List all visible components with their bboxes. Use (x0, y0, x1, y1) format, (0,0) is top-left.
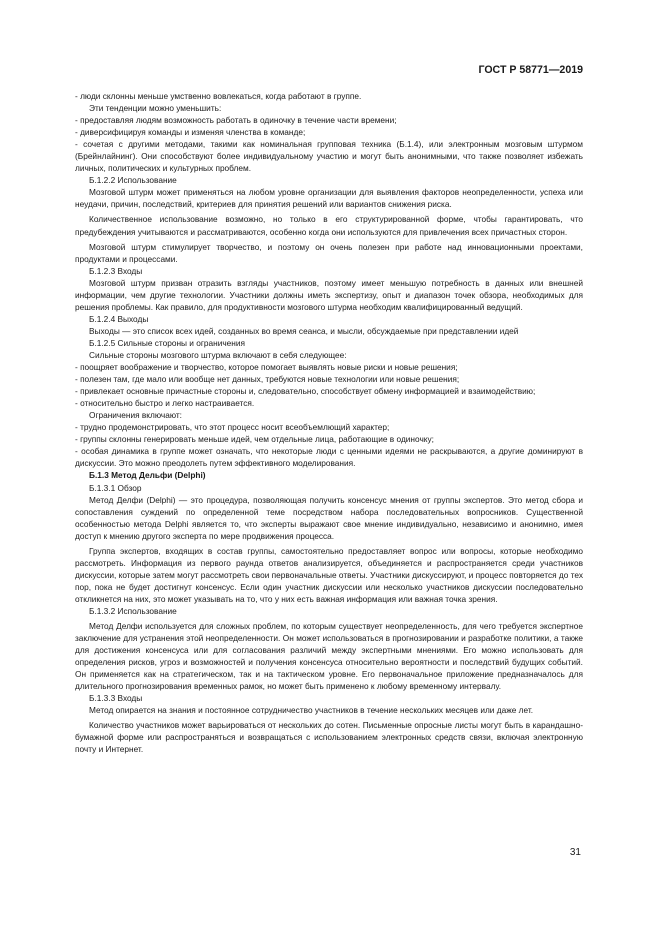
paragraph: - привлекает основные причастные стороны и, следовательно, способствует обмену информацией и взаимодействию; (75, 386, 536, 397)
section-heading: Б.1.2.5 Сильные стороны и ограничения (89, 337, 245, 348)
paragraph: Метод Делфи используется для сложных проблем, по которым существует неопределенность, для чего требуется экспертное заключение для устранения этой неопределенности. Он может использоваться в прогнозировании и разработке политики, а также для достижения консенсуса или для согласования различий между экспертными мнениями. Его можно использовать для определения рисков, угроз и возможностей и получения консенсуса относительно вероятности и последствий будущих событий. Он применяется как на стратегическом, так и на тактическом уровне. Его первоначальное приложение предназначалось для длительного прогнозирования временных рамок, но может быть применено к любому временному интервалу. (75, 621, 583, 692)
paragraph: Эти тенденции можно уменьшить: (89, 103, 222, 114)
section-heading: Б.1.3.2 Использование (89, 605, 177, 616)
paragraph: Ограничения включают: (89, 410, 182, 421)
paragraph: - полезен там, где мало или вообще нет данных, требуются новые технологии или новые решения; (75, 374, 460, 385)
section-heading: Б.1.3.1 Обзор (89, 482, 142, 493)
paragraph: - поощряет воображение и творчество, которое помогает выявлять новые риски и новые решения; (75, 362, 458, 373)
paragraph: - относительно быстро и легко настраивается. (75, 398, 255, 409)
paragraph: Метод опирается на знания и постоянное сотрудничество участников в течение нескольких месяцев или даже лет. (89, 705, 534, 716)
document-body (75, 90, 583, 756)
section-heading: Б.1.2.2 Использование (89, 175, 177, 186)
paragraph: - трудно продемонстрировать, что этот процесс носит всеобъемлющий характер; (75, 422, 390, 433)
paragraph: Мозговой штурм призван отразить взгляды участников, поэтому имеет меньшую потребность в данных или внешней информации, чем другие технологии. Участники должны иметь экспертизу, опыт и диапазон точек обзора, необходимых для решения проблемы. Как правило, для продуктивности мозгового штурма необходим квалифицированный ведущий. (75, 277, 583, 312)
paragraph: Мозговой штурм может применяться на любом уровне организации для выявления факторов неопределенности, успеха или неудачи, причин, последствий, критериев для принятия решений или вариантов снижения риска. (75, 187, 583, 210)
paragraph: - предоставляя людям возможность работать в одиночку в течение части времени; (75, 115, 397, 126)
section-heading: Б.1.3 Метод Дельфи (Delphi) (89, 470, 206, 481)
paragraph: - особая динамика в группе может означать, что некоторые люди с ценными идеями не раскрываются, а другие доминируют в дискуссии. Это можно преодолеть путем эффективного моделирования. (75, 446, 583, 469)
paragraph: Количественное использование возможно, но только в его структурированной форме, чтобы гарантировать, что предубеждения учитываются и рассматриваются, особенно когда они используются для привлечения всех причастных сторон. (75, 214, 583, 237)
paragraph: Выходы — это список всех идей, созданных во время сеанса, и мысли, обсуждаемые при представлении идей (89, 325, 519, 336)
page-number: 31 (569, 847, 581, 858)
section-heading: Б.1.2.3 Входы (89, 265, 143, 276)
section-heading: Б.1.2.4 Выходы (89, 313, 149, 324)
paragraph: Количество участников может варьироваться от нескольких до сотен. Письменные опросные листы могут быть в карандашно-бумажной форме или распространяться и возвращаться с использованием электронных средств связи, включая электронную почту и Интернет. (75, 720, 583, 755)
paragraph: - диверсифицируя команды и изменяя членства в команде; (75, 127, 306, 138)
paragraph: Метод Делфи (Delphi) — это процедура, позволяющая получить консенсус мнения от группы экспертов. Это метод сбора и сопоставления суждений по определенной теме посредством набора последовательных вопросников. Существенной особенностью метода Delphi является то, что эксперты выражают свое мнение индивидуально, независимо и анонимно, имея доступ к мнению другого эксперта по мере продвижения процесса. (75, 494, 583, 541)
paragraph: - сочетая с другими методами, такими как номинальная групповая техника (Б.1.4), или электронным мозговым штурмом (Брейнлайнинг). Они способствуют более индивидуальному участию и могут быть анонимными, что также позволяет избежать личных, политических и культурных проблем. (75, 139, 583, 174)
paragraph: Группа экспертов, входящих в состав группы, самостоятельно предоставляет вопрос или вопросы, которые необходимо рассмотреть. Информация из первого раунда ответов анализируется, объединяется и распространяется среди участников дискуссии, которые затем могут рассмотреть свои первоначальные ответы. Участники дискуссируют, и процесс повторяется до тех пор, пока не будет достигнут консенсус. Если один участник дискуссии или несколько участников дискуссии последовательно откликнется на них, это может указывать на то, что у них есть важная информация или важная точка зрения. (75, 545, 583, 604)
document-standard-header: ГОСТ Р 58771—2019 (478, 64, 583, 76)
paragraph: - группы склонны генерировать меньше идей, чем отдельные лица, работающие в одиночку; (75, 434, 434, 445)
paragraph: Сильные стороны мозгового штурма включают в себя следующее: (89, 349, 347, 360)
paragraph: Мозговой штурм стимулирует творчество, и поэтому он очень полезен при работе над инновационными проектами, продуктами и процессами. (75, 241, 583, 264)
paragraph: - люди склонны меньше умственно вовлекаться, когда работают в группе. (75, 91, 362, 101)
section-heading: Б.1.3.3 Входы (89, 693, 143, 704)
